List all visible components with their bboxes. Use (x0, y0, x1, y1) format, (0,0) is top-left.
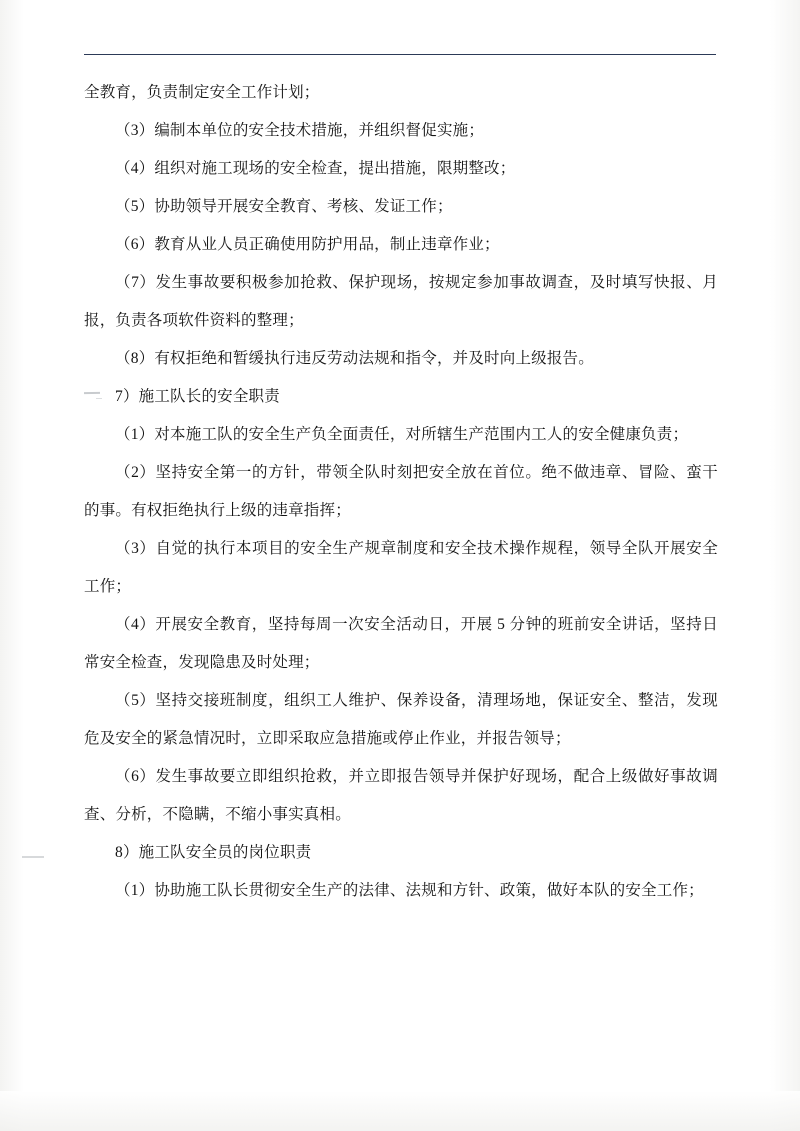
paragraph-section-8-item-1: （1）协助施工队长贯彻安全生产的法律、法规和方针、政策，做好本队的安全工作； (115, 882, 704, 899)
paragraph-item-6: （6）教育从业人员正确使用防护用品，制止违章作业； (115, 236, 500, 253)
scan-edge-left (0, 0, 24, 1131)
document-body (84, 74, 718, 910)
paragraph-section-7-item-3: （3）自觉的执行本项目的安全生产规章制度和安全技术操作规程，领导全队开展安全工作； (84, 540, 718, 595)
scan-edge-bottom (0, 1091, 800, 1131)
paragraph-item-3: （3）编制本单位的安全技术措施，并组织督促实施； (115, 122, 485, 139)
paragraph-section-7-item-6: （6）发生事故要立即组织抢救，并立即报告领导并保护好现场，配合上级做好事故调查、分析，不隐瞒，不缩小事实真相。 (84, 768, 718, 823)
scan-artifact-mark-secondary (96, 398, 102, 399)
header-divider-line (84, 54, 716, 55)
paragraph-item-8: （8）有权拒绝和暂缓执行违反劳动法规和指令，并及时向上级报告。 (115, 350, 594, 367)
paragraph-section-7-item-2: （2）坚持安全第一的方针，带领全队时刻把安全放在首位。绝不做违章、冒险、蛮干的事。有权拒绝执行上级的违章指挥； (84, 464, 718, 519)
scan-edge-right (770, 0, 800, 1131)
paragraph-continuation: 全教育，负责制定安全工作计划； (84, 84, 320, 101)
paragraph-section-7-item-1: （1）对本施工队的安全生产负全面责任，对所辖生产范围内工人的安全健康负责； (115, 426, 689, 443)
paragraph-item-4: （4）组织对施工现场的安全检查，提出措施，限期整改； (115, 160, 516, 177)
paragraph-item-7: （7）发生事故要积极参加抢救、保护现场，按规定参加事故调查，及时填写快报、月报，负责各项软件资料的整理； (84, 274, 718, 329)
paragraph-section-7-item-4: （4）开展安全教育，坚持每周一次安全活动日，开展 5 分钟的班前安全讲话，坚持日常安全检查，发现隐患及时处理； (84, 616, 718, 671)
paragraph-section-8-heading: 8）施工队安全员的岗位职责 (115, 844, 312, 861)
paragraph-section-7-heading: 7）施工队长的安全职责 (115, 388, 280, 405)
scan-artifact-mark (84, 392, 100, 394)
paragraph-section-7-item-5: （5）坚持交接班制度，组织工人维护、保养设备，清理场地，保证安全、整洁，发现危及安全的紧急情况时，立即采取应急措施或停止作业，并报告领导； (84, 692, 718, 747)
paragraph-item-5: （5）协助领导开展安全教育、考核、发证工作； (115, 198, 453, 215)
scan-artifact-margin-mark (22, 856, 44, 858)
